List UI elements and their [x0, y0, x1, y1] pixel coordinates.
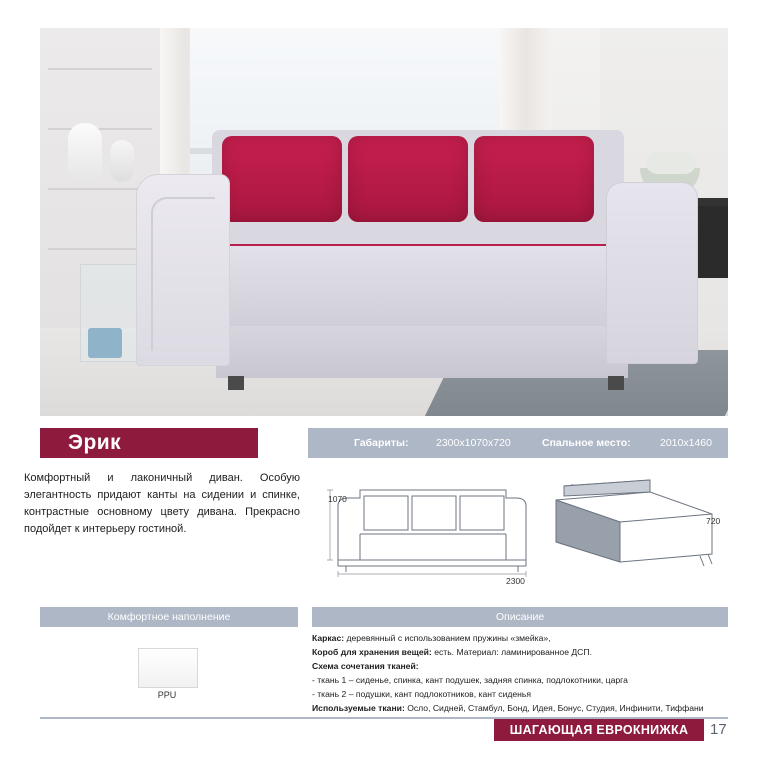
detail-fabrics-label: Используемые ткани:: [312, 703, 405, 713]
schematic-depth-label: 720: [706, 516, 721, 526]
spec-value-sleeping-area: 2010x1460: [660, 437, 712, 449]
spec-label-sleeping-area: Спальное место:: [542, 437, 631, 449]
section-header-filling: Комфортное наполнение: [40, 607, 298, 627]
sofa-cushion: [348, 136, 468, 222]
title-band: [40, 428, 728, 458]
product-photo: [40, 28, 728, 416]
filling-swatch-label: PPU: [157, 690, 177, 700]
spec-value-dimensions: 2300x1070x720: [436, 437, 511, 449]
schematic-width-label: 2300: [506, 576, 525, 586]
detail-scheme-line-1: - ткань 1 – сиденье, спинка, кант подушек, задняя спинка, подлокотники, царга: [312, 675, 628, 685]
detail-scheme-title: [312, 660, 732, 673]
blue-box: [88, 328, 122, 358]
detail-scheme-line-2: - ткань 2 – подушки, кант подлокотников, кант сиденья: [312, 689, 532, 699]
detail-fabrics: [312, 702, 732, 715]
spec-label-dimensions: Габариты:: [354, 437, 409, 449]
filling-swatch: [138, 648, 198, 688]
page-number: 17: [710, 721, 727, 738]
sofa-base: [216, 326, 628, 378]
product-name: Эрик: [68, 431, 122, 454]
detail-frame: [312, 632, 732, 645]
detail-frame-value: деревянный с использованием пружины «змейка»,: [346, 633, 551, 643]
vase-small: [110, 140, 134, 182]
description-details: [312, 632, 732, 716]
mechanism-badge: ШАГАЮЩАЯ ЕВРОКНИЖКА: [494, 719, 704, 741]
section-header-description: Описание: [312, 607, 728, 627]
sofa-cushion: [474, 136, 594, 222]
sofa-armrest-left: [136, 174, 230, 366]
product-name-box: [40, 428, 258, 458]
specs-box: [308, 428, 728, 458]
sofa-cushion: [222, 136, 342, 222]
detail-frame-label: Каркас:: [312, 633, 345, 643]
sofa-leg: [228, 376, 244, 390]
vase-large: [68, 123, 102, 181]
sofa-seat: [216, 244, 624, 332]
product-description: Комфортный и лаконичный диван. Особую элегантность придают канты на сидении и спинке, контрастные основному цвету дивана. Прекрасно подойдет к интерьеру гостиной.: [24, 472, 300, 535]
schematic-svg: [320, 470, 730, 590]
detail-scheme-title-text: Схема сочетания тканей:: [312, 661, 419, 671]
detail-storage-label: Короб для хранения вещей:: [312, 647, 432, 657]
sofa-armrest-right: [606, 182, 698, 364]
sofa-illustration: [136, 112, 696, 392]
detail-fabrics-value: Осло, Сидней, Стамбул, Бонд, Идея, Бонус, Студия, Инфинити, Тиффани: [407, 703, 704, 713]
schematic-drawings: [320, 470, 730, 590]
detail-storage-value: есть. Материал: ламинированное ДСП.: [434, 647, 592, 657]
schematic-height-label: 1070: [328, 494, 347, 504]
sofa-leg: [608, 376, 624, 390]
detail-storage: [312, 646, 732, 659]
